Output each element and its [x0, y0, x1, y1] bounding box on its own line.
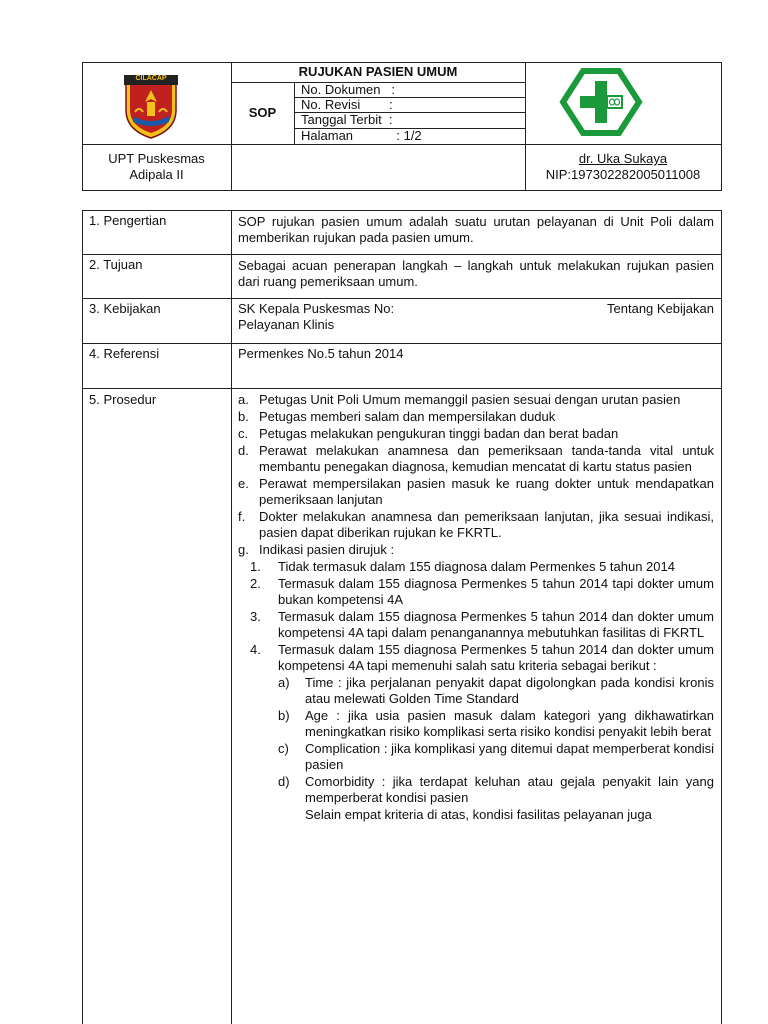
header-border-bottom — [82, 190, 722, 191]
kebijakan-line-2: Pelayanan Klinis — [238, 317, 335, 332]
section-text-pengertian: SOP rujukan pasien umum adalah suatu urutan pelayanan di Unit Poli dalam memberikan rujukan pada pasien umum. — [238, 214, 714, 245]
step-marker: a. — [238, 392, 249, 407]
kriteria-marker: c) — [278, 741, 289, 756]
step-b: b. Petugas memberi salam dan mempersilakan duduk — [238, 409, 556, 424]
indikasi-4: 4. Termasuk dalam 155 diagnosa Permenkes 5 tahun 2014 dan dokter umum kompetensi 4A tapi memenuhi salah satu kriteria sebagai berikut : — [250, 642, 714, 673]
body-border-right — [721, 210, 722, 1024]
org-name: UPT Puskesmas — [108, 151, 205, 166]
kriteria-time: a) Time : jika perjalanan penyakit dapat digolongkan pada kondisi kronis atau melewati Golden Time Standard — [278, 675, 714, 706]
kriteria-age: b) Age : jika usia pasien masuk dalam kategori yang dikhawatirkan meningkatkan risiko komplikasi serta risiko kondisi penyakit lebih berat — [278, 708, 714, 739]
kriteria-marker: a) — [278, 675, 290, 690]
section-label-prosedur: 5. Prosedur — [89, 392, 157, 407]
header-divider-sop — [294, 82, 295, 144]
step-d: d. Perawat melakukan anamnesa dan pemeriksaan tanda-tanda vital untuk membantu penegakan diagnosa, kemudian mencatat di kartu status pasien — [238, 443, 714, 474]
kriteria-complication: c) Complication : jika komplikasi yang ditemui dapat memperberat kondisi pasien — [278, 741, 714, 772]
sop-label: SOP — [248, 105, 277, 120]
kriteria-marker: d) — [278, 774, 290, 789]
step-marker: c. — [238, 426, 249, 441]
indikasi-1: 1. Tidak termasuk dalam 155 diagnosa dalam Permenkes 5 tahun 2014 — [250, 559, 675, 574]
body-row-line-2 — [82, 298, 722, 299]
header-border-right — [721, 62, 722, 191]
indikasi-2: 2. Termasuk dalam 155 diagnosa Permenkes 5 tahun 2014 tapi dokter umum bukan kompetensi 4A — [250, 576, 714, 607]
field-halaman: Halaman : 1/2 — [301, 128, 422, 143]
field-no-revisi: No. Revisi : — [301, 97, 393, 112]
field-tanggal-terbit: Tanggal Terbit : — [301, 112, 393, 127]
indikasi-marker: 4. — [250, 642, 261, 657]
header-border-mid — [82, 144, 722, 145]
body-border-left — [82, 210, 83, 1024]
indikasi-marker: 3. — [250, 609, 261, 624]
section-text-referensi: Permenkes No.5 tahun 2014 — [238, 346, 404, 361]
step-marker: g. — [238, 542, 249, 557]
indikasi-marker: 2. — [250, 576, 261, 591]
step-c: c. Petugas melakukan pengukuran tinggi badan dan berat badan — [238, 426, 619, 441]
step-f: f. Dokter melakukan anamnesa dan pemeriksaan lanjutan, jika sesuai indikasi, pasien dapat diberikan rujukan ke FKRTL. — [238, 509, 714, 540]
kebijakan-sk: SK Kepala Puskesmas No: — [238, 301, 395, 316]
step-marker: d. — [238, 443, 249, 458]
header-border-top — [82, 62, 722, 63]
section-label-referensi: 4. Referensi — [89, 346, 160, 361]
indikasi-marker: 1. — [250, 559, 261, 574]
step-g: g. Indikasi pasien dirujuk : — [238, 542, 395, 557]
section-text-tujuan: Sebagai acuan penerapan langkah – langkah untuk melakukan rujukan pasien dari ruang pemeriksaan umum. — [238, 258, 714, 289]
body-row-line-1 — [82, 254, 722, 255]
kriteria-marker: b) — [278, 708, 290, 723]
section-label-kebijakan: 3. Kebijakan — [89, 301, 161, 316]
kebijakan-tentang: Tentang Kebijakan — [607, 301, 714, 316]
body-row-line-4 — [82, 388, 722, 389]
kebijakan-line-1 — [238, 301, 714, 317]
field-no-dokumen: No. Dokumen : — [301, 82, 395, 97]
org-unit: Adipala II — [129, 167, 184, 182]
body-row-line-3 — [82, 343, 722, 344]
body-column-divider — [231, 210, 232, 1024]
signer-name: dr. Uka Sukaya — [578, 151, 668, 166]
puskesmas-logo — [557, 67, 645, 137]
document-title: RUJUKAN PASIEN UMUM — [298, 64, 458, 79]
step-marker: f. — [238, 509, 246, 524]
body-border-top — [82, 210, 722, 211]
prosedur-content — [238, 392, 714, 824]
step-marker: e. — [238, 476, 249, 491]
kriteria-comorbidity: d) Comorbidity : jika terdapat keluhan atau gejala penyakit lain yang memperberat kondisi pasien — [278, 774, 714, 805]
step-marker: b. — [238, 409, 249, 424]
section-label-pengertian: 1. Pengertian — [89, 213, 167, 228]
crest-logo-text: CILACAP — [135, 75, 167, 82]
section-label-tujuan: 2. Tujuan — [89, 257, 143, 272]
step-a: a. Petugas Unit Poli Umum memanggil pasien sesuai dengan urutan pasien — [238, 392, 681, 407]
step-e: e. Perawat mempersilakan pasien masuk ke ruang dokter untuk mendapatkan pemeriksaan lanjutan — [238, 476, 714, 507]
indikasi-3: 3. Termasuk dalam 155 diagnosa Permenkes 5 tahun 2014 dan dokter umum kompetensi 4A tapi dalam penanganannya mebutuhkan fasilitas di FKRTL — [250, 609, 714, 640]
signer-nip: NIP:197302282005011008 — [545, 167, 701, 182]
kriteria-tail: Selain empat kriteria di atas, kondisi fasilitas pelayanan juga — [305, 807, 652, 822]
